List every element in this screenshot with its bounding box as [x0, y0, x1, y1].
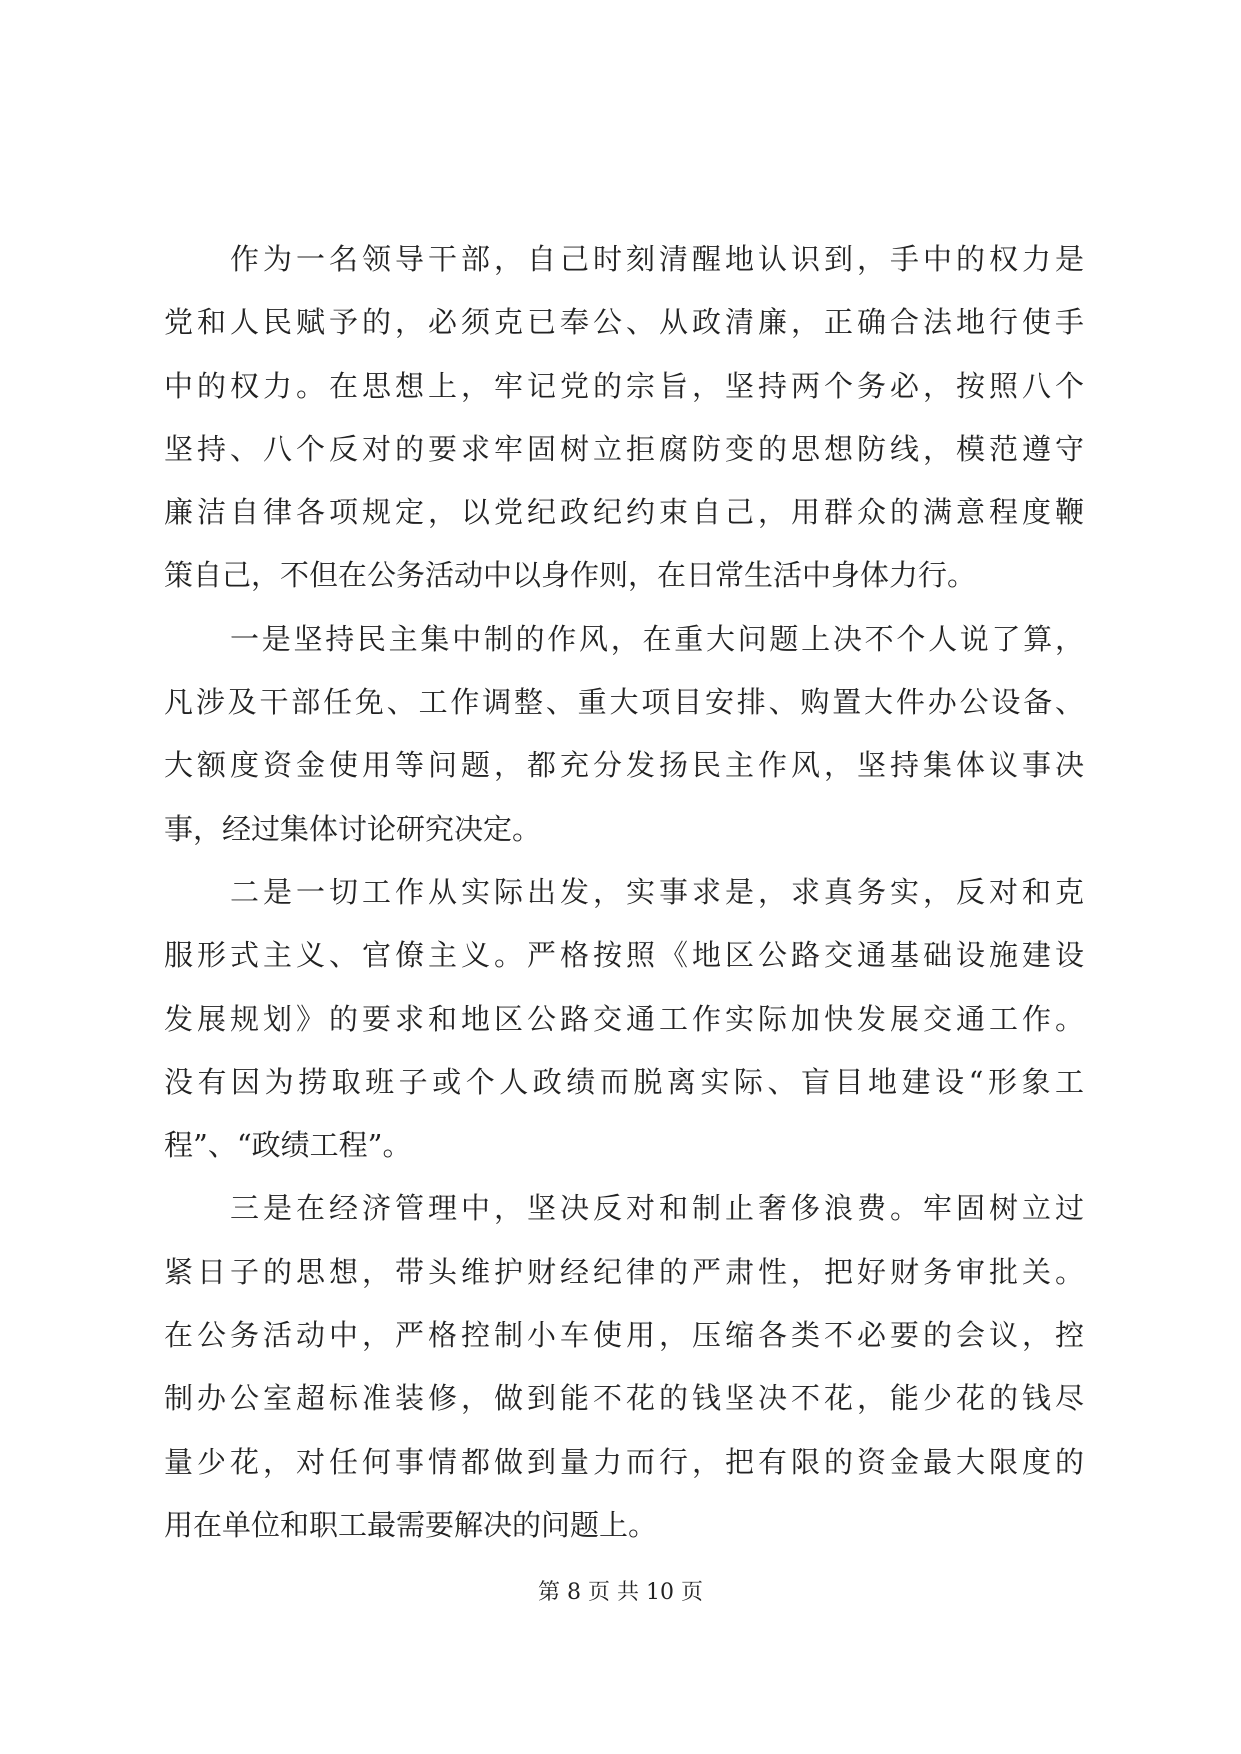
paragraph-line: 在公务活动中，严格控制小车使用，压缩各类不必要的会议，控: [164, 1318, 1084, 1353]
paragraph-line: 坚持、八个反对的要求牢固树立拒腐防变的思想防线，模范遵守: [164, 431, 1084, 466]
paragraph-line: 紧日子的思想，带头维护财经纪律的严肃性，把好财务审批关。: [164, 1254, 1084, 1289]
paragraph-line: 作为一名领导干部，自己时刻清醒地认识到，手中的权力是: [230, 242, 1084, 276]
document-body: [164, 228, 1084, 1557]
paragraph-line: 二是一切工作从实际出发，实事求是，求真务实，反对和克: [230, 874, 1084, 909]
paragraph-line: 制办公室超标准装修，做到能不花的钱坚决不花，能少花的钱尽: [164, 1381, 1084, 1416]
paragraph-line: 三是在经济管理中，坚决反对和制止奢侈浪费。牢固树立过: [230, 1191, 1084, 1226]
paragraph-line: 事，经过集体讨论研究决定。: [164, 811, 542, 846]
paragraph-line: 没有因为捞取班子或个人政绩而脱离实际、盲目地建设“形象工: [164, 1064, 1084, 1099]
paragraph-line: 中的权力。在思想上，牢记党的宗旨，坚持两个务必，按照八个: [164, 368, 1084, 403]
paragraph-line: 策自己，不但在公务活动中以身作则，在日常生活中身体力行。: [164, 558, 977, 593]
paragraph-line: 党和人民赋予的，必须克已奉公、从政清廉，正确合法地行使手: [164, 305, 1084, 340]
paragraph-line: 大额度资金使用等问题，都充分发扬民主作风，坚持集体议事决: [164, 748, 1084, 783]
paragraph-line: 凡涉及干部任免、工作调整、重大项目安排、购置大件办公设备、: [164, 685, 1084, 720]
paragraph-line: 服形式主义、官僚主义。严格按照《地区公路交通基础设施建设: [164, 938, 1084, 973]
paragraph-line: 发展规划》的要求和地区公路交通工作实际加快发展交通工作。: [164, 1001, 1084, 1036]
paragraph-line: 一是坚持民主集中制的作风，在重大问题上决不个人说了算，: [230, 621, 1084, 656]
paragraph-line: 程”、“政绩工程”。: [164, 1128, 412, 1163]
page-number-footer: 第 8 页 共 10 页: [538, 1580, 703, 1605]
paragraph-line: 量少花，对任何事情都做到量力而行，把有限的资金最大限度的: [164, 1444, 1084, 1479]
paragraph-line: 廉洁自律各项规定，以党纪政纪约束自己，用群众的满意程度鞭: [164, 495, 1084, 530]
paragraph-line: 用在单位和职工最需要解决的问题上。: [164, 1507, 658, 1542]
